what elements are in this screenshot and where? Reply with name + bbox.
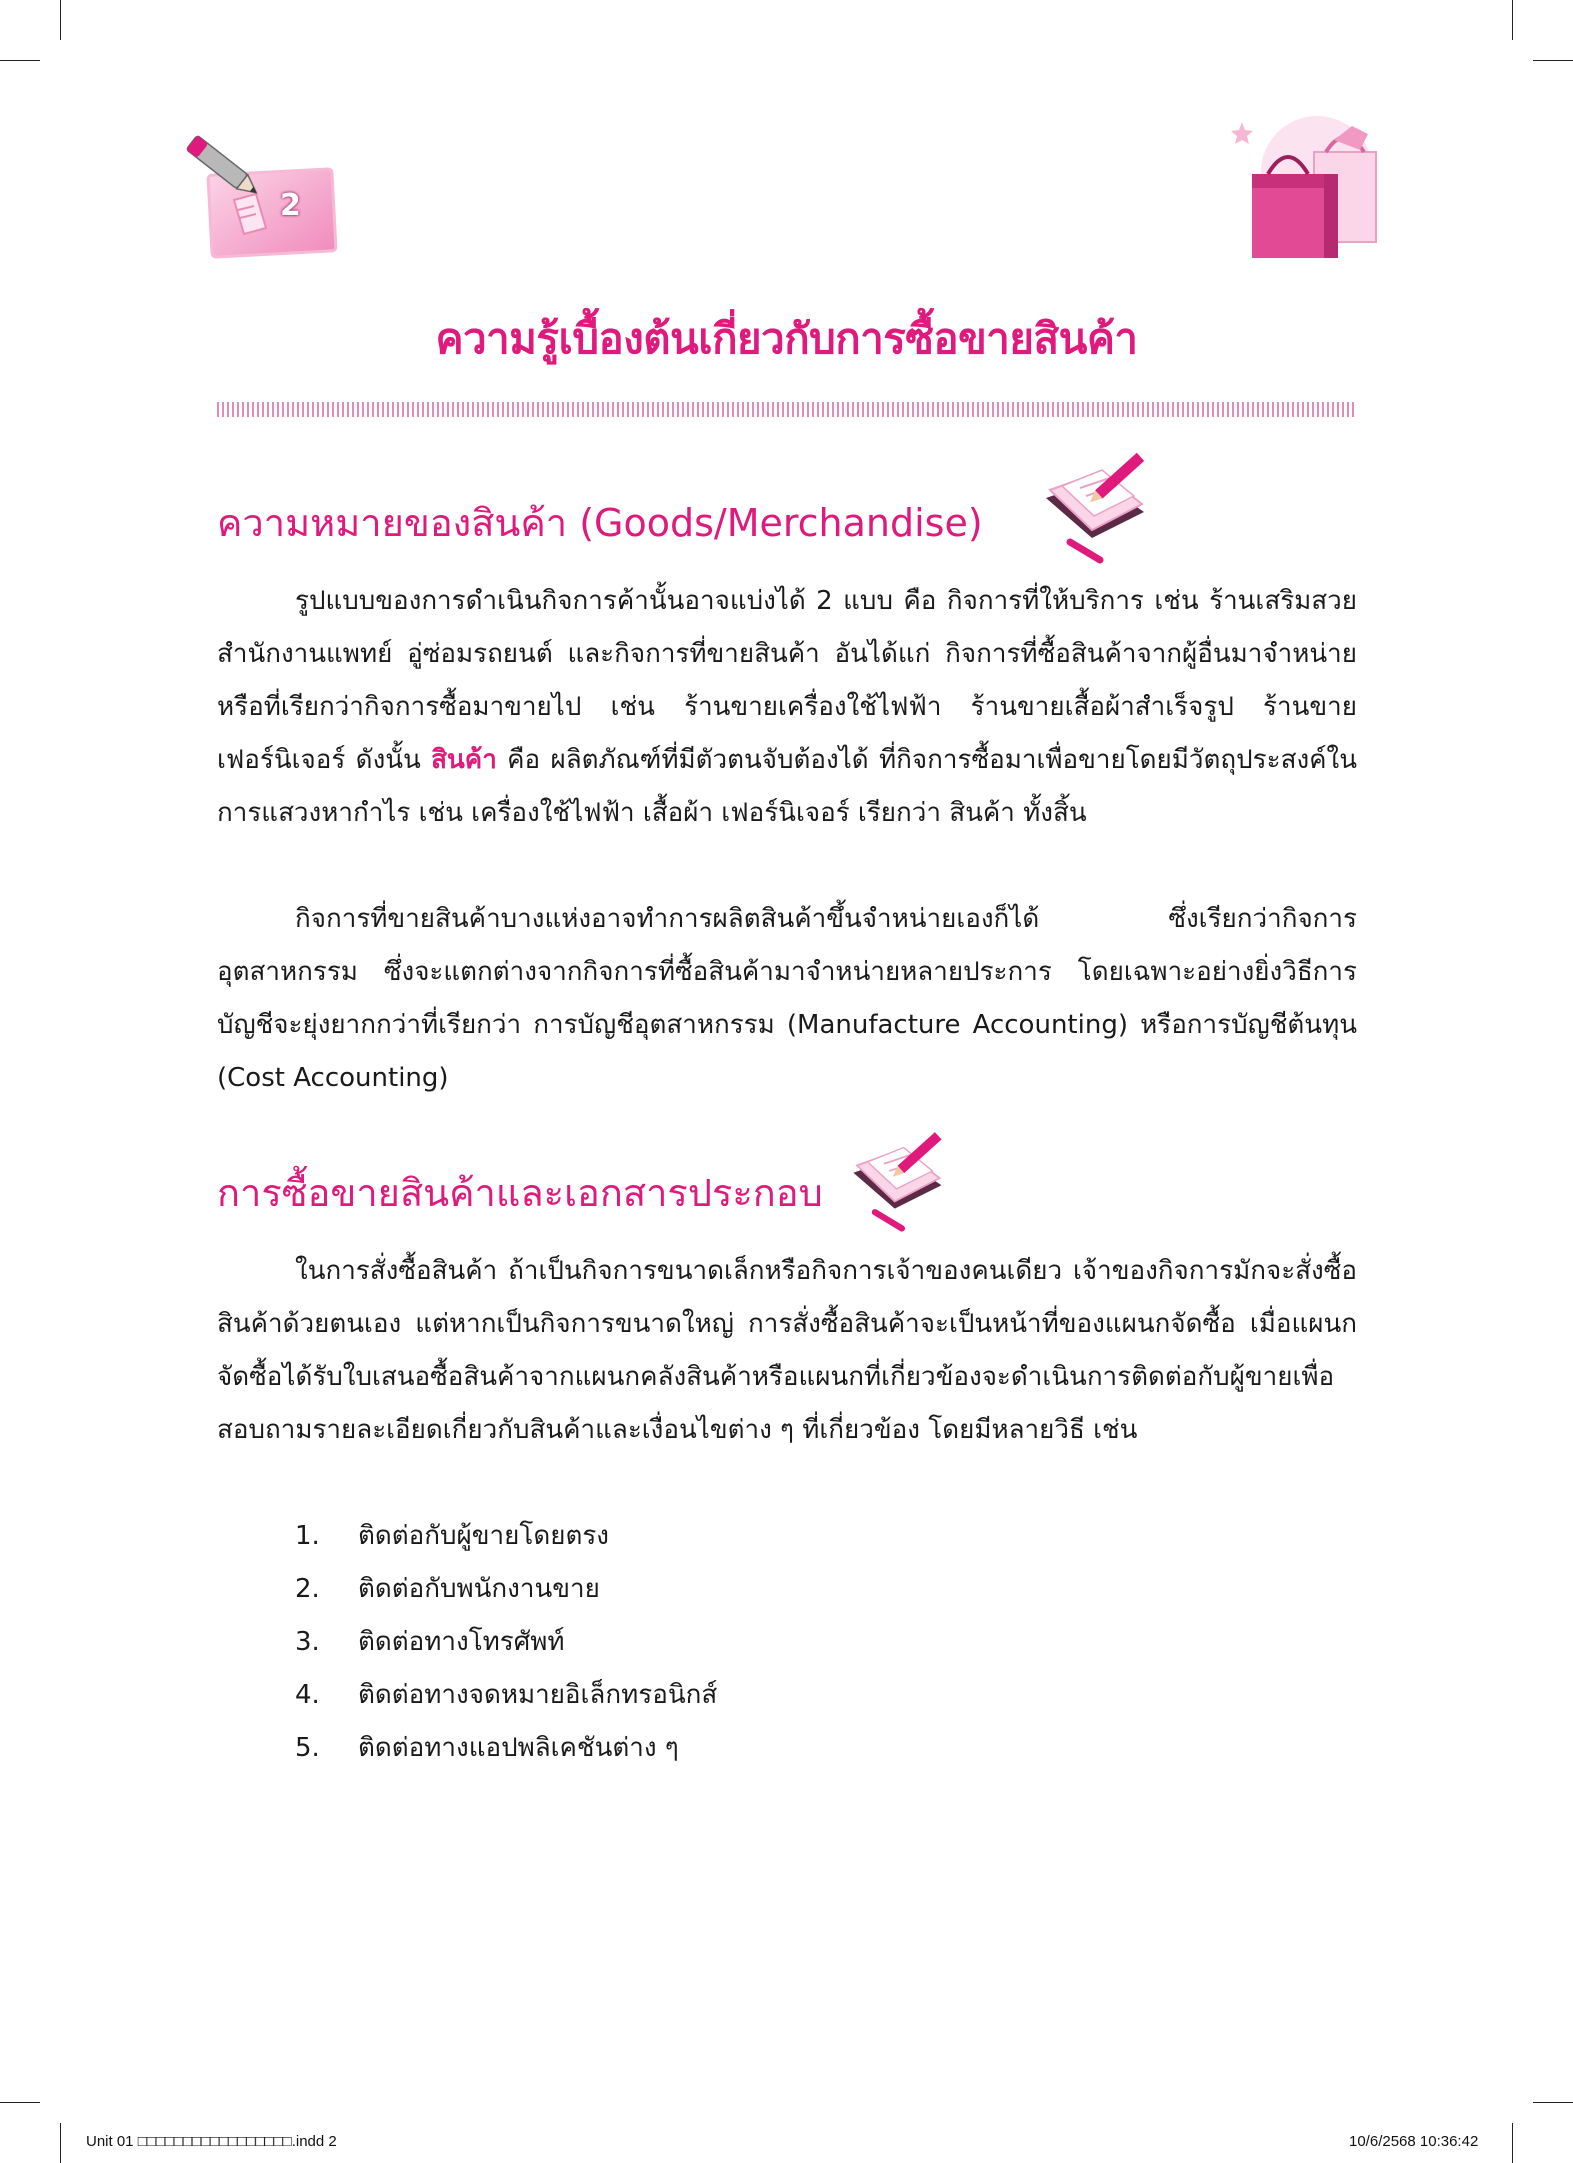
slug-filename: Unit 01 □□□□□□□□□□□□□□□□□.indd 2: [86, 2133, 337, 2150]
highlight-term-goods: สินค้า: [431, 745, 497, 775]
crop-mark: [1533, 2102, 1573, 2103]
list-text: ติดต่อทางจดหมายอิเล็กทรอนิกส์: [358, 1680, 718, 1710]
list-text: ติดต่อกับผู้ขายโดยตรง: [358, 1521, 609, 1551]
paragraph-text: กิจการที่ขายสินค้าบางแห่งอาจทำการผลิตสินค้าขึ้นจำหน่ายเองก็ได้ ซึ่งเรียกว่ากิจการอุตสาหกรรม ซึ่งจะแตกต่างจากกิจการที่ซื้อสินค้ามาจำหน่ายหลายประการ โดยเฉพาะอย่างยิ่งวิธีการบัญชีจะยุ่งยากกว่าที่เรียกว่า การบัญชีอุตสาหกรรม (Manufacture Accounting) หรือการบัญชีต้นทุน (Cost Accounting): [217, 904, 1357, 1093]
list-number: 4.: [295, 1680, 320, 1710]
pencil-icon: [176, 130, 346, 265]
dotted-divider: [217, 402, 1357, 417]
section-heading-purchase-sale: การซื้อขายสินค้าและเอกสารประกอบ: [217, 1171, 823, 1215]
list-number: 5.: [295, 1733, 320, 1763]
list-item: [295, 1722, 717, 1775]
list-item: [295, 1510, 717, 1563]
paragraph-manufacturing: [217, 893, 1357, 1105]
list-text: ติดต่อกับพนักงานขาย: [358, 1574, 600, 1604]
section-heading-goods: ความหมายของสินค้า (Goods/Merchandise): [217, 501, 983, 545]
crop-mark: [0, 2102, 40, 2103]
crop-mark: [1533, 60, 1573, 61]
list-number: 3.: [295, 1627, 320, 1657]
page-title: ความรู้เบื้องต้นเกี่ยวกับการซื้อขายสินค้า: [435, 314, 1138, 363]
unit-badge: [176, 130, 346, 265]
list-item: [295, 1563, 717, 1616]
unit-number: 2: [280, 188, 301, 223]
paragraph-goods-definition: [217, 575, 1357, 840]
paragraph-text: รูปแบบของการดำเนินกิจการค้านั้นอาจแบ่งได้ 2 แบบ คือ กิจการที่ให้บริการ เช่น ร้านเสริมสวย สำนักงานแพทย์ อู่ซ่อมรถยนต์ และกิจการที่ขายสินค้า อันได้แก่ กิจการที่ซื้อสินค้าจากผู้อื่นมาจำหน่ายหรือที่เรียกว่ากิจการซื้อมาขายไป เช่น ร้านขายเครื่องใช้ไฟฟ้า ร้านขายเสื้อผ้าสำเร็จรูป ร้านขายเฟอร์นิเจอร์ ดังนั้น: [217, 586, 1357, 775]
paragraph-text: ในการสั่งซื้อสินค้า ถ้าเป็นกิจการขนาดเล็กหรือกิจการเจ้าของคนเดียว เจ้าของกิจการมักจะสั่งซื้อสินค้าด้วยตนเอง แต่หากเป็นกิจการขนาดใหญ่ การสั่งซื้อสินค้าจะเป็นหน้าที่ของแผนกจัดซื้อ เมื่อแผนกจัดซื้อได้รับใบเสนอซื้อสินค้าจากแผนกคลังสินค้าหรือแผนกที่เกี่ยวข้องจะดำเนินการติดต่อกับผู้ขายเพื่อสอบถามรายละเอียดเกี่ยวกับสินค้าและเงื่อนไขต่าง ๆ ที่เกี่ยวข้อง โดยมีหลายวิธี เช่น: [217, 1256, 1357, 1445]
list-text: ติดต่อทางแอปพลิเคชันต่าง ๆ: [358, 1733, 679, 1763]
list-number: 1.: [295, 1521, 320, 1551]
crop-mark: [1512, 0, 1513, 40]
list-number: 2.: [295, 1574, 320, 1604]
paragraph-purchasing: [217, 1245, 1357, 1457]
list-item: [295, 1616, 717, 1669]
notepad-pencil-icon: [1040, 446, 1158, 564]
slug-timestamp: 10/6/2568 10:36:42: [1349, 2133, 1479, 2150]
crop-mark: [1512, 2123, 1513, 2163]
crop-mark: [0, 60, 40, 61]
list-item: [295, 1669, 717, 1722]
list-text: ติดต่อทางโทรศัพท์: [358, 1627, 565, 1657]
shopping-bags-icon: [1222, 112, 1392, 267]
crop-mark: [60, 0, 61, 40]
contact-methods-list: [295, 1510, 717, 1775]
paragraph-text: คือ ผลิตภัณฑ์ที่มีตัวตนจับต้องได้ ที่กิจการซื้อมาเพื่อขายโดยมีวัตถุประสงค์ในการแสวงหากำไร เช่น เครื่องใช้ไฟฟ้า เสื้อผ้า เฟอร์นิเจอร์ เรียกว่า สินค้า ทั้งสิ้น: [217, 745, 1358, 828]
crop-mark: [60, 2123, 61, 2163]
notepad-pencil-icon: [848, 1126, 954, 1232]
